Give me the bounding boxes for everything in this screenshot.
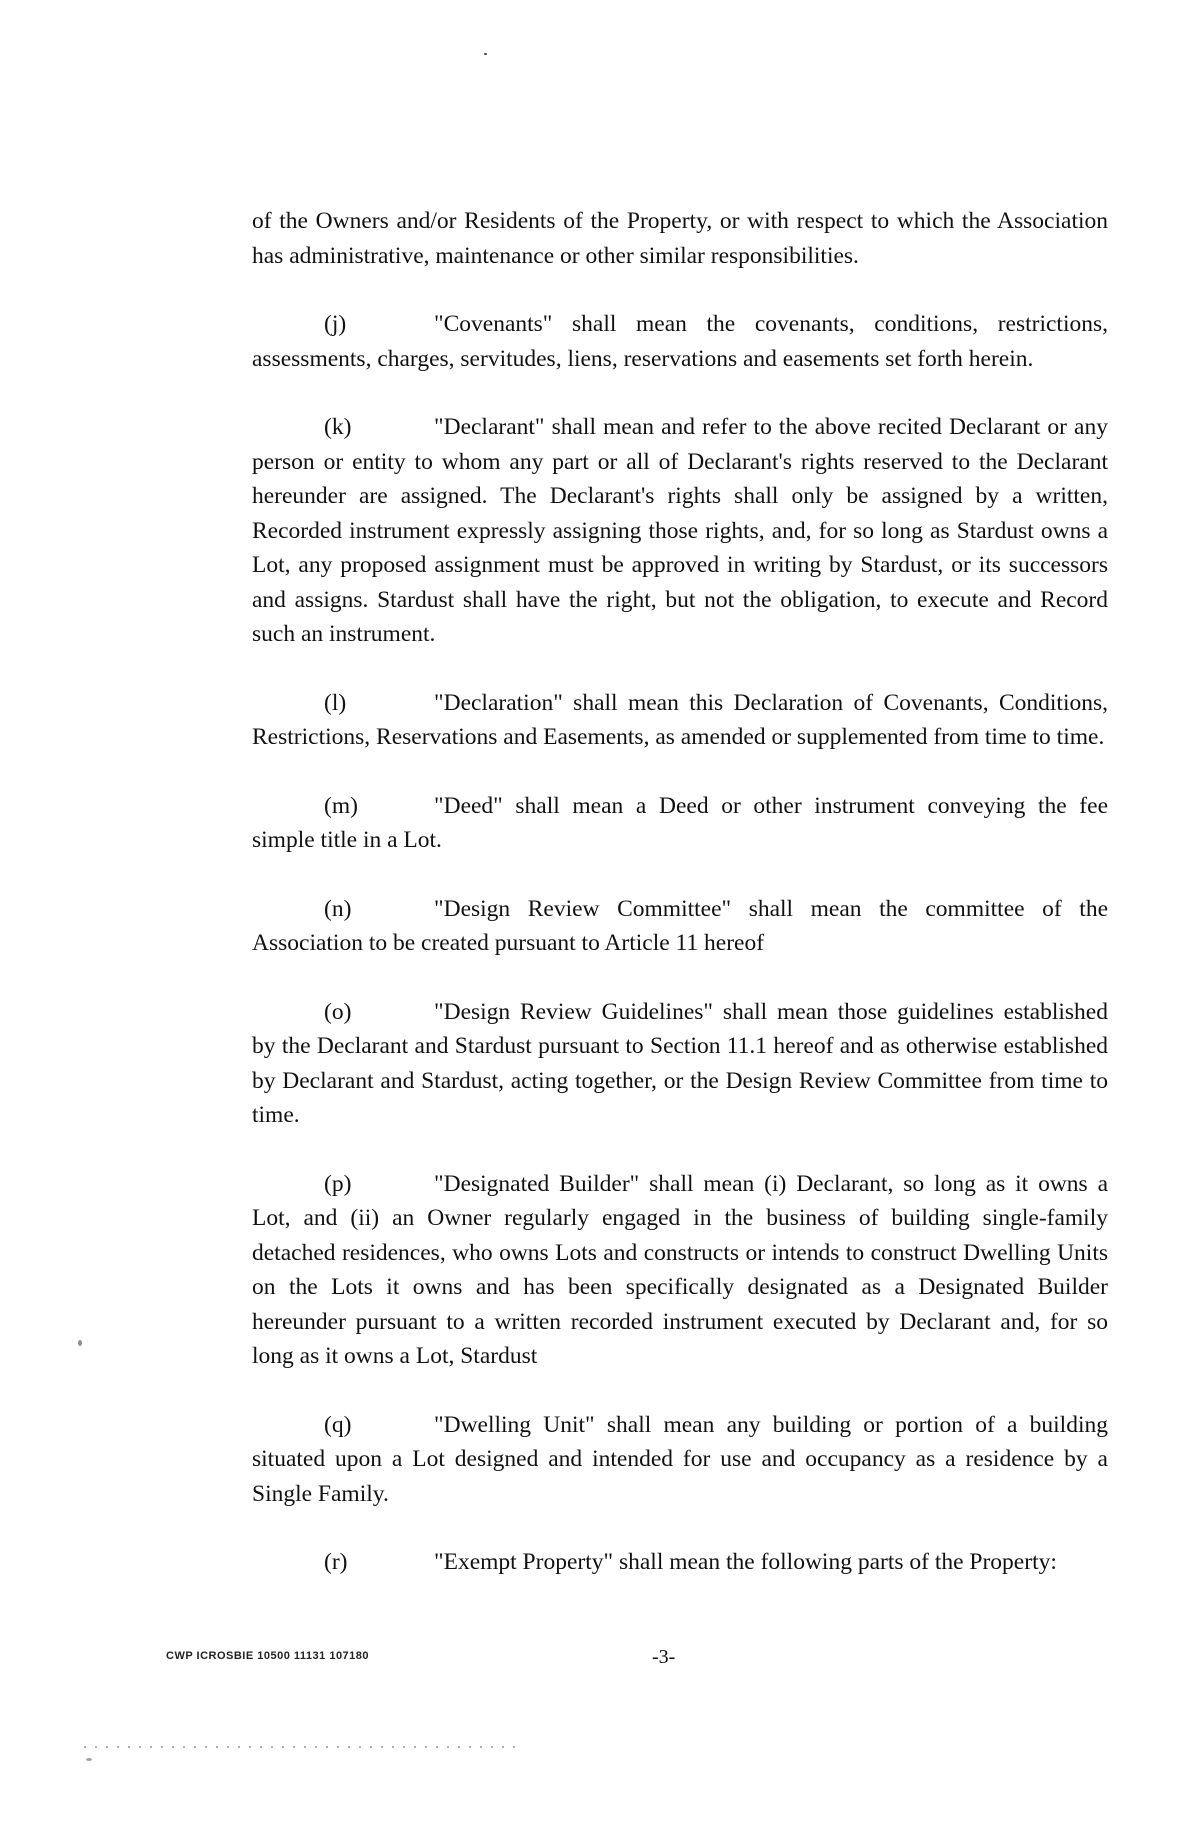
page-number: -3- bbox=[652, 1646, 676, 1668]
definition-dwelling-unit bbox=[252, 1408, 1108, 1512]
definition-label: (r) bbox=[324, 1549, 348, 1575]
paragraph-text: of the Owners and/or Residents of the Property, or with respect to which the Association has administrative, maintenance or other similar responsibilities. bbox=[252, 208, 1108, 269]
definition-text: "Deed" shall mean a Deed or other instrument conveying the fee simple title in a Lot. bbox=[252, 792, 1108, 853]
definition-declarant bbox=[252, 410, 1108, 652]
definition-label: (l) bbox=[324, 689, 347, 716]
definition-label: (j) bbox=[324, 311, 347, 337]
definition-text: "Declaration" shall mean this Declaration of Covenants, Conditions, Restrictions, Reservations and Easements, as amended or supplemented from time to time. bbox=[252, 689, 1108, 750]
definition-label: (p) bbox=[324, 1170, 352, 1197]
definition-text: "Designated Builder" shall mean (i) Declarant, so long as it owns a Lot, and (ii) an Owner regularly engaged in the business of building single-family detached residences, who owns Lots and constructs or intends to construct Dwelling Units on the Lots it owns and has been specifically designated as a Designated Builder hereunder pursuant to a written recorded instrument executed by Declarant and, for so long as it owns a Lot, Stardust bbox=[252, 1170, 1108, 1369]
definition-covenants bbox=[252, 307, 1108, 376]
definition-deed bbox=[252, 789, 1108, 858]
scan-speck bbox=[86, 1758, 92, 1761]
definition-label: (n) bbox=[324, 895, 352, 922]
definition-design-review-guidelines bbox=[252, 995, 1108, 1133]
definition-text: "Declarant" shall mean and refer to the above recited Declarant or any person or entity to whom any part or all of Declarant's rights reserved to the Declarant hereunder are assigned. The Declarant's rights shall only be assigned by a written, Recorded instrument expressly assigning those rights, and, for so long as Stardust owns a Lot, any proposed assignment must be approved in writing by Stardust, or its successors and assigns. Stardust shall have the right, but not the obligation, to execute and Record such an instrument. bbox=[252, 414, 1108, 647]
definition-label: (k) bbox=[324, 414, 352, 440]
definition-design-review-committee bbox=[252, 892, 1108, 961]
definition-exempt-property bbox=[252, 1545, 1108, 1580]
document-body bbox=[252, 204, 1108, 1614]
scan-noise-line bbox=[84, 1746, 524, 1748]
definition-declaration bbox=[252, 686, 1108, 755]
definition-label: (q) bbox=[324, 1411, 352, 1438]
definition-text: "Design Review Committee" shall mean the committee of the Association to be created pursuant to Article 11 hereof bbox=[252, 895, 1108, 956]
scan-speck bbox=[78, 1340, 82, 1346]
definitions-paragraph-continued bbox=[252, 204, 1108, 273]
definition-text: "Design Review Guidelines" shall mean those guidelines established by the Declarant and Stardust pursuant to Section 11.1 hereof and as otherwise established by Declarant and Stardust, acting together, or the Design Review Committee from time to time. bbox=[252, 998, 1108, 1128]
footer-document-code: CWP ICROSBIE 10500 11131 107180 bbox=[166, 1650, 370, 1662]
definition-label: (o) bbox=[324, 998, 352, 1025]
definition-text: "Covenants" shall mean the covenants, conditions, restrictions, assessments, charges, servitudes, liens, reservations and easements set forth herein. bbox=[252, 311, 1108, 372]
definition-text: "Exempt Property" shall mean the following parts of the Property: bbox=[434, 1549, 1057, 1575]
definition-designated-builder bbox=[252, 1167, 1108, 1374]
scan-speck bbox=[484, 53, 487, 55]
definition-label: (m) bbox=[324, 792, 358, 819]
definition-text: "Dwelling Unit" shall mean any building or portion of a building situated upon a Lot designed and intended for use and occupancy as a residence by a Single Family. bbox=[252, 1411, 1108, 1507]
